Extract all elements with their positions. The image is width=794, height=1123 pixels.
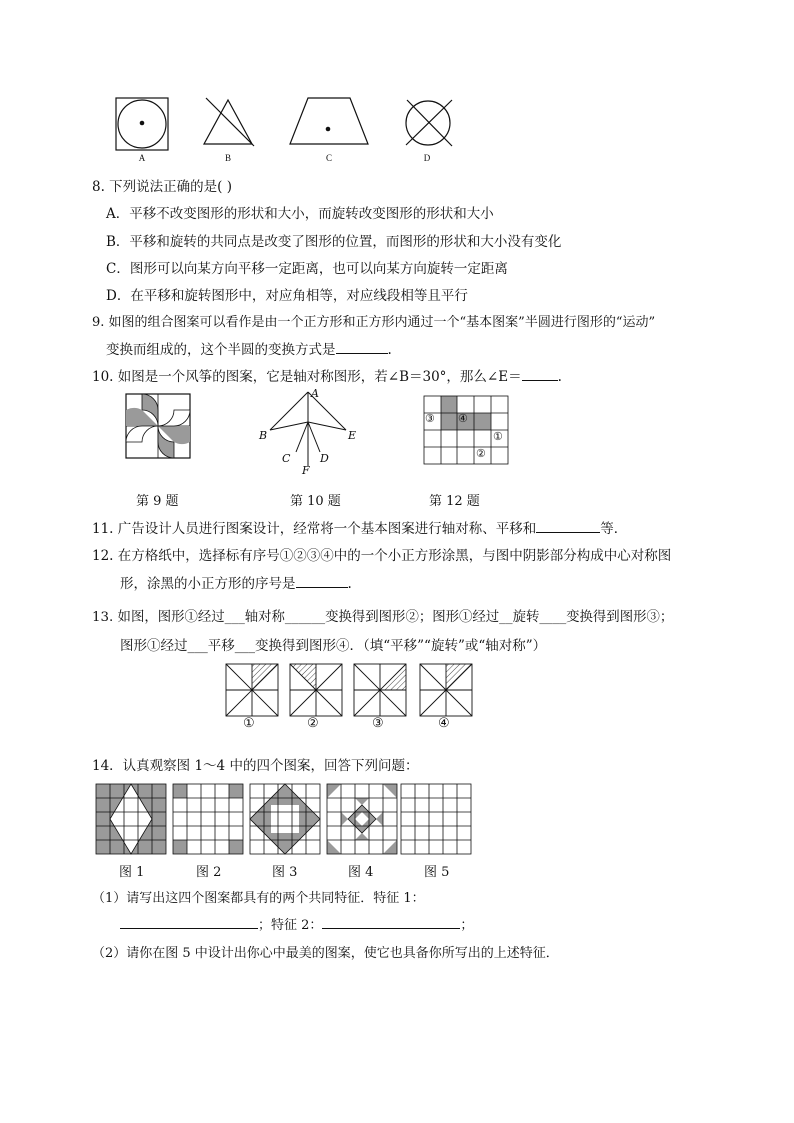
q11-answer-blank[interactable] — [536, 518, 600, 533]
q10-label-e: E — [348, 429, 357, 442]
q13-line1: 13. 如图，图形①经过___轴对称______变换得到图形②；图形①经过__旋转____变换得到图形③； — [92, 610, 674, 625]
q13-label-1: ① — [243, 716, 255, 731]
q13-label-2: ② — [307, 716, 319, 731]
q9-answer-blank[interactable] — [336, 339, 388, 354]
q12-line2: 形，涂黑的小正方形的序号是 . — [120, 572, 352, 592]
q14-part1-answers: ；特征 2： ； — [120, 914, 473, 933]
q10-label-d: D — [320, 452, 329, 465]
q13-line2: 图形①经过___平移___变换得到图形④．（填“平移”“旋转”或“轴对称”） — [120, 638, 547, 654]
q13-label-4: ④ — [438, 716, 450, 731]
q14-part1: （1）请写出这四个图案都具有的两个共同特征．特征 1： — [92, 891, 425, 906]
q14-label-fig3: 图 3 — [272, 865, 298, 880]
q7-label-b: B — [224, 153, 231, 163]
q13-figures — [224, 662, 476, 718]
q12-cell-4: ④ — [458, 412, 468, 425]
q11-text: 11. 广告设计人员进行图案设计，经常将一个基本图案进行轴对称、平移和 等． — [92, 517, 627, 537]
q10-label-b: B — [259, 429, 268, 442]
q10-answer-blank[interactable] — [522, 366, 558, 381]
q9-text: 变换而组成的，这个半圆的变换方式是 — [106, 342, 336, 358]
q8-option-c: C．图形可以向某方向平移一定距离，也可以向某方向旋转一定距离 — [106, 261, 508, 277]
q7-figure-c — [288, 96, 372, 152]
q14-label-fig1: 图 1 — [119, 865, 145, 880]
q12-cell-2: ② — [476, 447, 486, 460]
q8-option-b: B．平移和旋转的共同点是改变了图形的位置，而图形的形状和大小没有变化 — [106, 234, 562, 250]
q14-feature2-blank[interactable] — [322, 914, 460, 929]
q8-stem: 8. 下列说法正确的是( ) — [92, 179, 232, 195]
q14-figures — [95, 783, 475, 855]
q14-label-fig5: 图 5 — [424, 865, 450, 880]
q8-option-a: A．平移不改变图形的形状和大小，而旋转改变图形的形状和大小 — [106, 206, 494, 222]
q8-option-d: D．在平移和旋转图形中，对应角相等，对应线段相等且平行 — [106, 288, 468, 304]
q7-label-a: A — [138, 153, 146, 163]
caption-q9: 第 9 题 — [136, 494, 179, 509]
q9-pinwheel-figure — [124, 392, 192, 460]
q12-cell-3: ③ — [425, 412, 435, 425]
q10-text: 10. 如图是一个风筝的图案，它是轴对称图形，若∠B＝30°，那么∠E＝ . — [92, 365, 562, 385]
q14-stem: 14．认真观察图 1～4 中的四个图案，回答下列问题： — [92, 758, 419, 774]
q9-line1: 9. 如图的组合图案可以看作是由一个正方形和正方形内通过一个“基本图案”半圆进行图形的“运动” — [92, 315, 656, 330]
q12-line1: 12. 在方格纸中，选择标有序号①②③④中的一个小正方形涂黑，与图中阴影部分构成中心对称图 — [92, 548, 672, 564]
q7-figure-a — [114, 96, 170, 152]
q14-label-fig4: 图 4 — [348, 865, 374, 880]
q14-feature1-blank[interactable] — [120, 914, 258, 929]
q7-figure-d — [402, 96, 458, 152]
q12-answer-blank[interactable] — [296, 573, 348, 588]
q10-label-f: F — [302, 464, 310, 477]
q7-label-c: C — [325, 153, 332, 163]
caption-q10: 第 10 题 — [290, 494, 341, 509]
q12-cell-1: ① — [493, 430, 503, 443]
q9-line2: 变换而组成的，这个半圆的变换方式是 . — [106, 338, 392, 358]
q14-part2: （2）请你在图 5 中设计出你心中最美的图案，使它也具备你所写出的上述特征． — [92, 946, 559, 961]
q14-label-fig2: 图 2 — [196, 865, 222, 880]
q10-label-a: A — [311, 387, 319, 400]
caption-q12: 第 12 题 — [429, 494, 480, 509]
q13-label-3: ③ — [372, 716, 384, 731]
q7-label-d: D — [423, 153, 431, 163]
q10-label-c: C — [282, 452, 291, 465]
q7-figure-b — [200, 96, 256, 152]
